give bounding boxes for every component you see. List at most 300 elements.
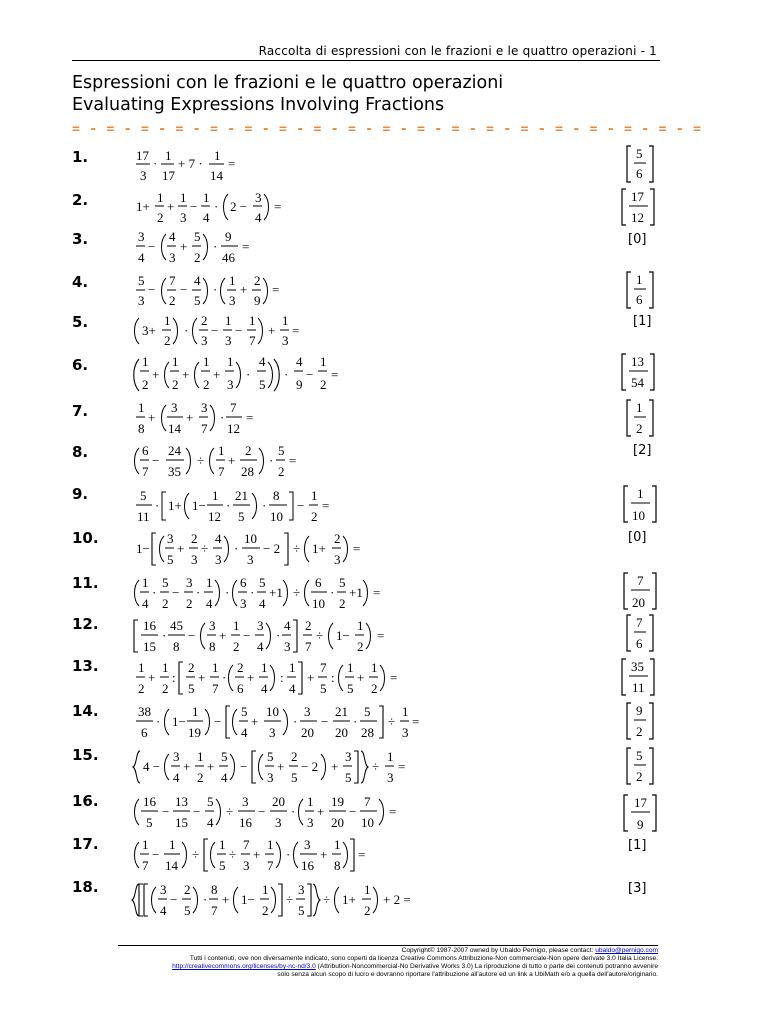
svg-text:20: 20 — [335, 725, 348, 740]
svg-text:·: · — [226, 498, 231, 513]
svg-text:+: + — [253, 847, 261, 862]
svg-text:7: 7 — [142, 858, 149, 873]
svg-text:1: 1 — [162, 660, 169, 675]
svg-text:·: · — [213, 282, 218, 297]
svg-text:5: 5 — [345, 770, 352, 785]
svg-text:2: 2 — [162, 596, 169, 611]
svg-text:7: 7 — [230, 400, 237, 415]
svg-text:1: 1 — [289, 660, 296, 675]
svg-text:−: − — [152, 847, 160, 862]
expression-11 — [135, 575, 381, 611]
svg-text:−: − — [148, 239, 156, 254]
svg-text:5: 5 — [241, 704, 248, 719]
exercise-number: 11. — [72, 574, 99, 592]
svg-text:−: − — [240, 759, 248, 774]
svg-text:− 2: − 2 — [301, 759, 319, 774]
expression-5 — [135, 313, 300, 348]
svg-text:17: 17 — [634, 795, 647, 810]
svg-text:+: + — [177, 541, 185, 556]
svg-text:=: = — [390, 670, 398, 685]
exercise-number: 9. — [72, 485, 89, 503]
svg-text:1: 1 — [227, 354, 234, 369]
svg-text:1: 1 — [402, 704, 409, 719]
svg-text:+1: +1 — [349, 585, 363, 600]
answer: [1] — [628, 838, 647, 853]
svg-text:3: 3 — [186, 575, 193, 590]
svg-text:20: 20 — [301, 725, 314, 740]
svg-text:4: 4 — [142, 596, 149, 611]
svg-text:+: + — [152, 367, 160, 382]
svg-text:=: = — [358, 847, 366, 862]
svg-text:5: 5 — [167, 552, 174, 567]
svg-text:7: 7 — [218, 464, 225, 479]
svg-text:6: 6 — [315, 575, 322, 590]
title-italian: Espressioni con le frazioni e le quattro operazioni — [72, 73, 504, 93]
svg-text:4: 4 — [221, 770, 228, 785]
svg-text:3: 3 — [201, 333, 208, 348]
expression-3 — [136, 229, 249, 265]
svg-text:·: · — [184, 323, 189, 338]
svg-text:1+: 1+ — [312, 541, 326, 556]
svg-text:1: 1 — [172, 354, 179, 369]
svg-text:÷: ÷ — [316, 628, 324, 643]
svg-text:11: 11 — [632, 680, 645, 695]
svg-text:5: 5 — [194, 293, 201, 308]
exercise-number: 5. — [72, 313, 89, 331]
svg-text:1: 1 — [165, 148, 172, 163]
svg-text:2: 2 — [636, 769, 643, 784]
svg-text:+: + — [180, 239, 188, 254]
expression-15 — [133, 749, 405, 785]
svg-text:5: 5 — [259, 575, 266, 590]
svg-text:1: 1 — [138, 660, 145, 675]
svg-text:2: 2 — [357, 639, 364, 654]
svg-text:1+: 1+ — [342, 892, 356, 907]
license-link[interactable]: http://creativecommons.org/licenses/by-nc-nd/3.0 — [172, 963, 316, 970]
svg-text:13: 13 — [175, 794, 188, 809]
svg-text:1: 1 — [387, 749, 394, 764]
svg-text:7: 7 — [267, 858, 274, 873]
exercise-number: 1. — [72, 148, 89, 166]
svg-text:−: − — [152, 453, 160, 468]
svg-text:3: 3 — [242, 794, 249, 809]
svg-text:=: = — [331, 367, 339, 382]
svg-text:5: 5 — [162, 575, 169, 590]
svg-text:÷: ÷ — [293, 585, 301, 600]
answer: [1] — [633, 314, 652, 329]
exercise-number: 7. — [72, 402, 89, 420]
footer-license-line: Tutti i contenuti, ove non diversamente indicato, sono coperti da licenza Creative Commons Attribuzione-Non commerciale-Non opere derivate 3.0 Italia License. — [189, 955, 658, 962]
svg-text:+: + — [219, 628, 227, 643]
exercise-number: 14. — [72, 702, 99, 720]
svg-text:8: 8 — [209, 639, 216, 654]
svg-text:28: 28 — [241, 464, 254, 479]
answer-6 — [622, 354, 654, 390]
svg-text:·: · — [284, 367, 289, 382]
svg-text:1: 1 — [225, 313, 232, 328]
svg-text:+: + — [320, 847, 328, 862]
svg-text:19: 19 — [188, 725, 201, 740]
svg-text:3: 3 — [229, 293, 236, 308]
svg-text:1: 1 — [347, 660, 354, 675]
exercise-number: 15. — [72, 746, 99, 764]
svg-text:1: 1 — [219, 837, 226, 852]
license-description: (Attribution-Noncommercial-No Derivative Works 3.0) La riproduzione di tutto o parte dei contenuti potranno avvenire — [315, 963, 658, 970]
svg-text:4: 4 — [194, 273, 201, 288]
exercise-number: 3. — [72, 230, 89, 248]
svg-text:3: 3 — [225, 333, 232, 348]
svg-text:1: 1 — [203, 190, 210, 205]
svg-text:2: 2 — [186, 596, 193, 611]
svg-text:1: 1 — [169, 837, 176, 852]
svg-text:3: 3 — [334, 552, 341, 567]
svg-text:4 −: 4 − — [143, 759, 161, 774]
svg-text:1−: 1− — [336, 628, 350, 643]
svg-text:5: 5 — [194, 229, 201, 244]
svg-text:3: 3 — [345, 749, 352, 764]
svg-text:5: 5 — [259, 377, 266, 392]
svg-text:1: 1 — [203, 354, 210, 369]
svg-text:3: 3 — [180, 210, 187, 225]
svg-text:=: = — [322, 498, 330, 513]
expression-12 — [134, 618, 384, 654]
svg-text:4: 4 — [261, 681, 268, 696]
svg-text:3: 3 — [160, 882, 167, 897]
svg-text:2: 2 — [636, 421, 643, 436]
svg-text:1: 1 — [218, 443, 225, 458]
svg-text:12: 12 — [227, 421, 240, 436]
svg-text:1: 1 — [261, 660, 268, 675]
svg-text:·: · — [246, 367, 251, 382]
expression-7 — [136, 400, 253, 436]
svg-text:3: 3 — [227, 377, 234, 392]
svg-text:4: 4 — [160, 903, 167, 918]
svg-text:2: 2 — [237, 660, 244, 675]
svg-text:−: − — [162, 804, 170, 819]
svg-text:7: 7 — [201, 421, 208, 436]
svg-text:3: 3 — [282, 333, 289, 348]
svg-text:−: − — [148, 282, 156, 297]
svg-text:3: 3 — [173, 749, 180, 764]
footer-license-url-line — [172, 963, 658, 970]
svg-text:·: · — [262, 498, 267, 513]
svg-text:·: · — [152, 585, 157, 600]
svg-text:6: 6 — [141, 725, 148, 740]
svg-text:7: 7 — [211, 903, 218, 918]
svg-text:+: + — [251, 714, 259, 729]
svg-text:9: 9 — [637, 817, 644, 832]
svg-text:10: 10 — [312, 596, 325, 611]
svg-text:−: − — [243, 628, 251, 643]
svg-text:4: 4 — [259, 354, 266, 369]
svg-text:1: 1 — [138, 400, 145, 415]
svg-text:1: 1 — [267, 837, 274, 852]
svg-text:6: 6 — [240, 575, 247, 590]
svg-text:1: 1 — [311, 488, 318, 503]
svg-text:4: 4 — [215, 531, 222, 546]
svg-text:2: 2 — [334, 531, 341, 546]
svg-text:·: · — [213, 239, 218, 254]
svg-text:1−: 1− — [172, 714, 186, 729]
svg-text:11: 11 — [137, 509, 150, 524]
svg-text:38: 38 — [138, 704, 151, 719]
svg-text:2: 2 — [233, 639, 240, 654]
svg-text:2: 2 — [254, 273, 261, 288]
svg-text:·: · — [222, 670, 227, 685]
footer-usage-note: solo senza alcun scopo di lucro e dovranno riportare l'attribuzione all'autore ed un link a UbiMath e/o a quella dell'autore/originario. — [277, 971, 658, 978]
svg-text:·: · — [155, 498, 160, 513]
svg-text:−: − — [190, 199, 198, 214]
svg-text:·: · — [234, 541, 239, 556]
svg-text:2: 2 — [188, 660, 195, 675]
svg-text:÷: ÷ — [226, 804, 234, 819]
svg-text:·: · — [196, 585, 201, 600]
svg-text:+: + — [268, 323, 276, 338]
svg-text:1: 1 — [212, 660, 219, 675]
svg-text:+: + — [277, 759, 285, 774]
svg-text:−: − — [170, 892, 178, 907]
expression-10 — [136, 531, 360, 567]
svg-text:−: − — [235, 323, 243, 338]
svg-text:20: 20 — [632, 595, 645, 610]
svg-text:2: 2 — [339, 596, 346, 611]
svg-text:7: 7 — [637, 573, 644, 588]
svg-text:54: 54 — [631, 375, 644, 390]
svg-text:21: 21 — [235, 488, 248, 503]
svg-text:=: = — [377, 628, 385, 643]
svg-text:3: 3 — [191, 552, 198, 567]
svg-text:3: 3 — [167, 531, 174, 546]
expression-1 — [136, 148, 235, 183]
svg-text:1: 1 — [206, 575, 213, 590]
svg-text:5: 5 — [291, 770, 298, 785]
svg-text:2: 2 — [203, 377, 210, 392]
svg-text:1+: 1+ — [168, 498, 182, 513]
svg-text:7: 7 — [320, 660, 327, 675]
svg-text:5: 5 — [320, 681, 327, 696]
svg-text:4: 4 — [259, 596, 266, 611]
svg-text:−: − — [214, 714, 222, 729]
svg-text:6: 6 — [636, 166, 643, 181]
svg-text:2: 2 — [311, 509, 318, 524]
svg-text:5: 5 — [339, 575, 346, 590]
svg-text:1: 1 — [371, 660, 378, 675]
svg-text:28: 28 — [361, 725, 374, 740]
svg-text:3: 3 — [275, 815, 282, 830]
expression-2 — [136, 190, 281, 225]
svg-text:2: 2 — [371, 681, 378, 696]
svg-text:+ 2 =: + 2 = — [383, 892, 411, 907]
svg-text:÷: ÷ — [229, 847, 237, 862]
svg-text:+: + — [198, 670, 206, 685]
svg-text:1: 1 — [229, 273, 236, 288]
svg-text:=: = — [246, 410, 254, 425]
svg-text:3: 3 — [209, 618, 216, 633]
svg-text:3: 3 — [138, 293, 145, 308]
answer-4 — [627, 272, 653, 308]
svg-text:7: 7 — [243, 837, 250, 852]
answer-12 — [627, 615, 653, 651]
svg-text:·: · — [291, 804, 296, 819]
expression-8 — [135, 443, 297, 479]
svg-text:1: 1 — [249, 313, 256, 328]
svg-text:6: 6 — [636, 292, 643, 307]
answer-14 — [627, 703, 653, 739]
answer-1 — [627, 146, 653, 182]
svg-text:·: · — [153, 156, 158, 171]
svg-text:1: 1 — [197, 749, 204, 764]
svg-text:7: 7 — [364, 794, 371, 809]
svg-text:4: 4 — [203, 210, 210, 225]
svg-text:+: + — [240, 282, 248, 297]
svg-text:3: 3 — [298, 882, 305, 897]
exercise-number: 18. — [72, 878, 99, 896]
svg-text:·: · — [330, 585, 335, 600]
svg-text:10: 10 — [266, 704, 279, 719]
svg-text:8: 8 — [273, 488, 280, 503]
svg-text:+: + — [222, 892, 230, 907]
svg-text:+: + — [331, 759, 339, 774]
svg-text:4: 4 — [241, 725, 248, 740]
svg-text:5: 5 — [140, 488, 147, 503]
svg-text:1: 1 — [320, 354, 327, 369]
expression-17 — [135, 837, 366, 873]
svg-text:5: 5 — [146, 815, 153, 830]
svg-text:20: 20 — [272, 794, 285, 809]
svg-text:1: 1 — [192, 704, 199, 719]
expression-13 — [136, 660, 397, 696]
svg-text:=: = — [389, 804, 397, 819]
svg-text:÷: ÷ — [197, 453, 205, 468]
expression-16 — [135, 794, 397, 830]
svg-text:24: 24 — [168, 443, 181, 458]
svg-text:2: 2 — [364, 903, 371, 918]
svg-text:10: 10 — [270, 509, 283, 524]
svg-text:9: 9 — [225, 229, 232, 244]
svg-text:1: 1 — [180, 190, 187, 205]
svg-text:÷: ÷ — [293, 541, 301, 556]
svg-text::: : — [172, 670, 176, 685]
svg-text:3: 3 — [247, 552, 254, 567]
svg-text:−: − — [297, 498, 305, 513]
answer-16 — [624, 795, 656, 832]
svg-text:5: 5 — [298, 903, 305, 918]
svg-text:5: 5 — [188, 681, 195, 696]
svg-text:13: 13 — [631, 354, 644, 369]
svg-text:10: 10 — [632, 508, 645, 523]
answer: [0] — [628, 530, 647, 545]
svg-text:16: 16 — [143, 794, 156, 809]
svg-text:·: · — [162, 628, 167, 643]
svg-text:19: 19 — [331, 794, 344, 809]
exercise-number: 6. — [72, 356, 89, 374]
svg-text:3: 3 — [138, 229, 145, 244]
svg-text:÷: ÷ — [192, 847, 200, 862]
svg-text:=: = — [398, 759, 406, 774]
svg-text:·: · — [293, 714, 298, 729]
svg-text:2: 2 — [291, 749, 298, 764]
svg-text:−: − — [180, 282, 188, 297]
svg-text:=: = — [412, 714, 420, 729]
svg-text:10: 10 — [244, 531, 257, 546]
expression-4 — [136, 273, 279, 308]
exercise-number: 8. — [72, 443, 89, 461]
svg-text:1: 1 — [214, 148, 221, 163]
svg-text:−: − — [306, 367, 314, 382]
svg-text:3: 3 — [140, 168, 147, 183]
svg-text:+: + — [247, 670, 255, 685]
answer-13 — [622, 659, 654, 695]
svg-text:4: 4 — [207, 815, 214, 830]
svg-text:1: 1 — [233, 618, 240, 633]
svg-text:5: 5 — [221, 749, 228, 764]
svg-text:·: · — [225, 585, 230, 600]
svg-text:9: 9 — [254, 293, 261, 308]
svg-text:17: 17 — [136, 148, 149, 163]
svg-text:2: 2 — [194, 250, 201, 265]
exercise-number: 2. — [72, 191, 89, 209]
svg-text:1: 1 — [212, 488, 219, 503]
svg-text:÷: ÷ — [372, 759, 380, 774]
svg-text:3: 3 — [304, 837, 311, 852]
answer-9 — [624, 486, 656, 523]
svg-text:8: 8 — [211, 882, 218, 897]
svg-text:7: 7 — [305, 639, 312, 654]
svg-text:−: − — [258, 804, 266, 819]
svg-text:3: 3 — [171, 400, 178, 415]
svg-text:2 −: 2 − — [230, 199, 248, 214]
svg-text:=: = — [242, 239, 250, 254]
svg-text:8: 8 — [334, 858, 341, 873]
expression-18 — [132, 882, 411, 918]
running-header: Raccolta di espressioni con le frazioni e le quattro operazioni - 1 — [258, 44, 657, 58]
svg-text:3: 3 — [304, 704, 311, 719]
decorative-divider: = - = - = - = - = - = - = - = - = - = - = - = - = - = - = - = - = - = - = — [72, 122, 702, 137]
contact-email-link[interactable]: ubaldo@pernigo.com — [595, 947, 658, 954]
svg-text:+: + — [207, 759, 215, 774]
svg-text:1: 1 — [262, 882, 269, 897]
svg-text:12: 12 — [631, 210, 644, 225]
svg-text:− 2: − 2 — [263, 541, 281, 556]
svg-text:1: 1 — [164, 313, 171, 328]
answer: [2] — [633, 443, 652, 458]
svg-text:·: · — [250, 585, 255, 600]
svg-text:+: + — [357, 670, 365, 685]
exercise-number: 12. — [72, 615, 99, 633]
expression-9 — [136, 488, 329, 524]
svg-text:−: − — [321, 714, 329, 729]
svg-text::: : — [280, 670, 284, 685]
svg-text:35: 35 — [631, 659, 644, 674]
svg-text:17: 17 — [162, 168, 175, 183]
svg-text:1: 1 — [637, 486, 644, 501]
svg-text:17: 17 — [631, 189, 644, 204]
svg-text:2: 2 — [262, 903, 269, 918]
svg-text:·: · — [203, 892, 208, 907]
svg-text:1: 1 — [142, 837, 149, 852]
svg-text:1: 1 — [142, 354, 149, 369]
svg-text:8: 8 — [173, 639, 180, 654]
svg-text:9: 9 — [636, 703, 643, 718]
svg-text:20: 20 — [331, 815, 344, 830]
svg-text:14: 14 — [210, 168, 223, 183]
svg-text:5: 5 — [636, 748, 643, 763]
svg-text:14: 14 — [165, 858, 178, 873]
svg-text::: : — [331, 670, 335, 685]
svg-text:1: 1 — [636, 400, 643, 415]
svg-text:1+: 1+ — [136, 199, 150, 214]
svg-text:5: 5 — [238, 509, 245, 524]
